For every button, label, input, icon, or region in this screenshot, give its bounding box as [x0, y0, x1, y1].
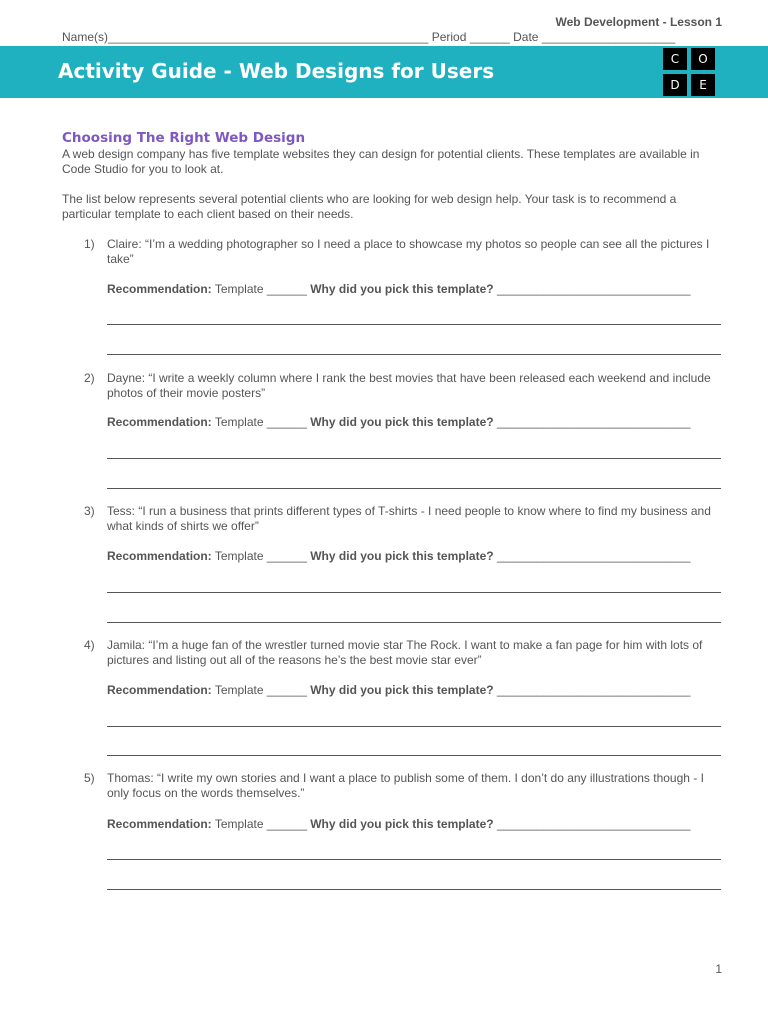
logo-letter: O	[691, 48, 715, 70]
code-logo	[663, 48, 719, 98]
client-quote: Claire: “I’m a wedding photographer so I need a place to showcase my photos so people can see all the pictures I take”	[107, 237, 710, 266]
why-field[interactable]: _____________________________	[496, 683, 691, 697]
item-number: 1)	[84, 237, 95, 251]
item-number: 5)	[84, 771, 95, 785]
item-number: 3)	[84, 504, 95, 518]
recommendation-label: Recommendation:	[107, 549, 212, 563]
template-field[interactable]: Template ______	[214, 282, 307, 296]
answer-line[interactable]	[107, 859, 721, 860]
answer-line[interactable]	[107, 324, 721, 325]
client-quote: Jamila: “I’m a huge fan of the wrestler turned movie star The Rock. I want to make a fan page for him with lots of pictures and listing out all of the reasons he’s the best movie star ever”	[107, 638, 703, 667]
lesson-label: Web Development - Lesson 1	[555, 15, 722, 29]
recommendation-row	[107, 415, 690, 429]
client-quote: Thomas: “I write my own stories and I want a place to publish some of them. I don’t do any illustrations though - I only focus on the words themselves.”	[107, 771, 704, 800]
answer-line[interactable]	[107, 354, 721, 355]
intro-paragraph: A web design company has five template websites they can design for potential clients. These templates are available in Code Studio for you to look at.	[62, 147, 700, 176]
date-blank: ____________________	[541, 30, 676, 44]
answer-line[interactable]	[107, 755, 721, 756]
recommendation-row	[107, 683, 690, 697]
why-label: Why did you pick this template?	[310, 282, 494, 296]
period-blank: ______	[469, 30, 510, 44]
why-label: Why did you pick this template?	[310, 683, 494, 697]
recommendation-label: Recommendation:	[107, 683, 212, 697]
page-title: Activity Guide - Web Designs for Users	[58, 59, 495, 83]
student-info-row	[62, 30, 675, 44]
answer-line[interactable]	[107, 592, 721, 593]
answer-line[interactable]	[107, 889, 721, 890]
answer-line[interactable]	[107, 458, 721, 459]
template-field[interactable]: Template ______	[214, 683, 307, 697]
answer-line[interactable]	[107, 622, 721, 623]
logo-letter: E	[691, 74, 715, 96]
why-label: Why did you pick this template?	[310, 415, 494, 429]
page-number: 1	[715, 962, 722, 976]
title-banner	[0, 46, 768, 98]
recommendation-row	[107, 282, 690, 296]
name-blank: ________________________________________________	[108, 30, 429, 44]
section-heading: Choosing The Right Web Design	[62, 130, 306, 146]
template-field[interactable]: Template ______	[214, 549, 307, 563]
recommendation-label: Recommendation:	[107, 415, 212, 429]
why-field[interactable]: _____________________________	[496, 817, 691, 831]
why-label: Why did you pick this template?	[310, 549, 494, 563]
date-label: Date	[513, 30, 539, 44]
instructions-paragraph: The list below represents several potential clients who are looking for web design help. Your task is to recommend a particular template to each client based on their needs.	[62, 192, 677, 221]
why-field[interactable]: _____________________________	[496, 415, 691, 429]
template-field[interactable]: Template ______	[214, 415, 307, 429]
name-label: Name(s)	[62, 30, 109, 44]
item-number: 2)	[84, 371, 95, 385]
answer-line[interactable]	[107, 726, 721, 727]
recommendation-row	[107, 549, 690, 563]
item-number: 4)	[84, 638, 95, 652]
period-label: Period	[431, 30, 467, 44]
client-quote: Tess: “I run a business that prints different types of T-shirts - I need people to know where to find my business and what kinds of shirts we offer”	[107, 504, 711, 533]
logo-letter: C	[663, 48, 687, 70]
logo-letter: D	[663, 74, 687, 96]
why-label: Why did you pick this template?	[310, 817, 494, 831]
why-field[interactable]: _____________________________	[496, 282, 691, 296]
why-field[interactable]: _____________________________	[496, 549, 691, 563]
recommendation-label: Recommendation:	[107, 282, 212, 296]
answer-line[interactable]	[107, 488, 721, 489]
template-field[interactable]: Template ______	[214, 817, 307, 831]
client-quote: Dayne: “I write a weekly column where I rank the best movies that have been released each weekend and include photos of their movie posters”	[107, 371, 711, 400]
recommendation-label: Recommendation:	[107, 817, 212, 831]
recommendation-row	[107, 817, 690, 831]
